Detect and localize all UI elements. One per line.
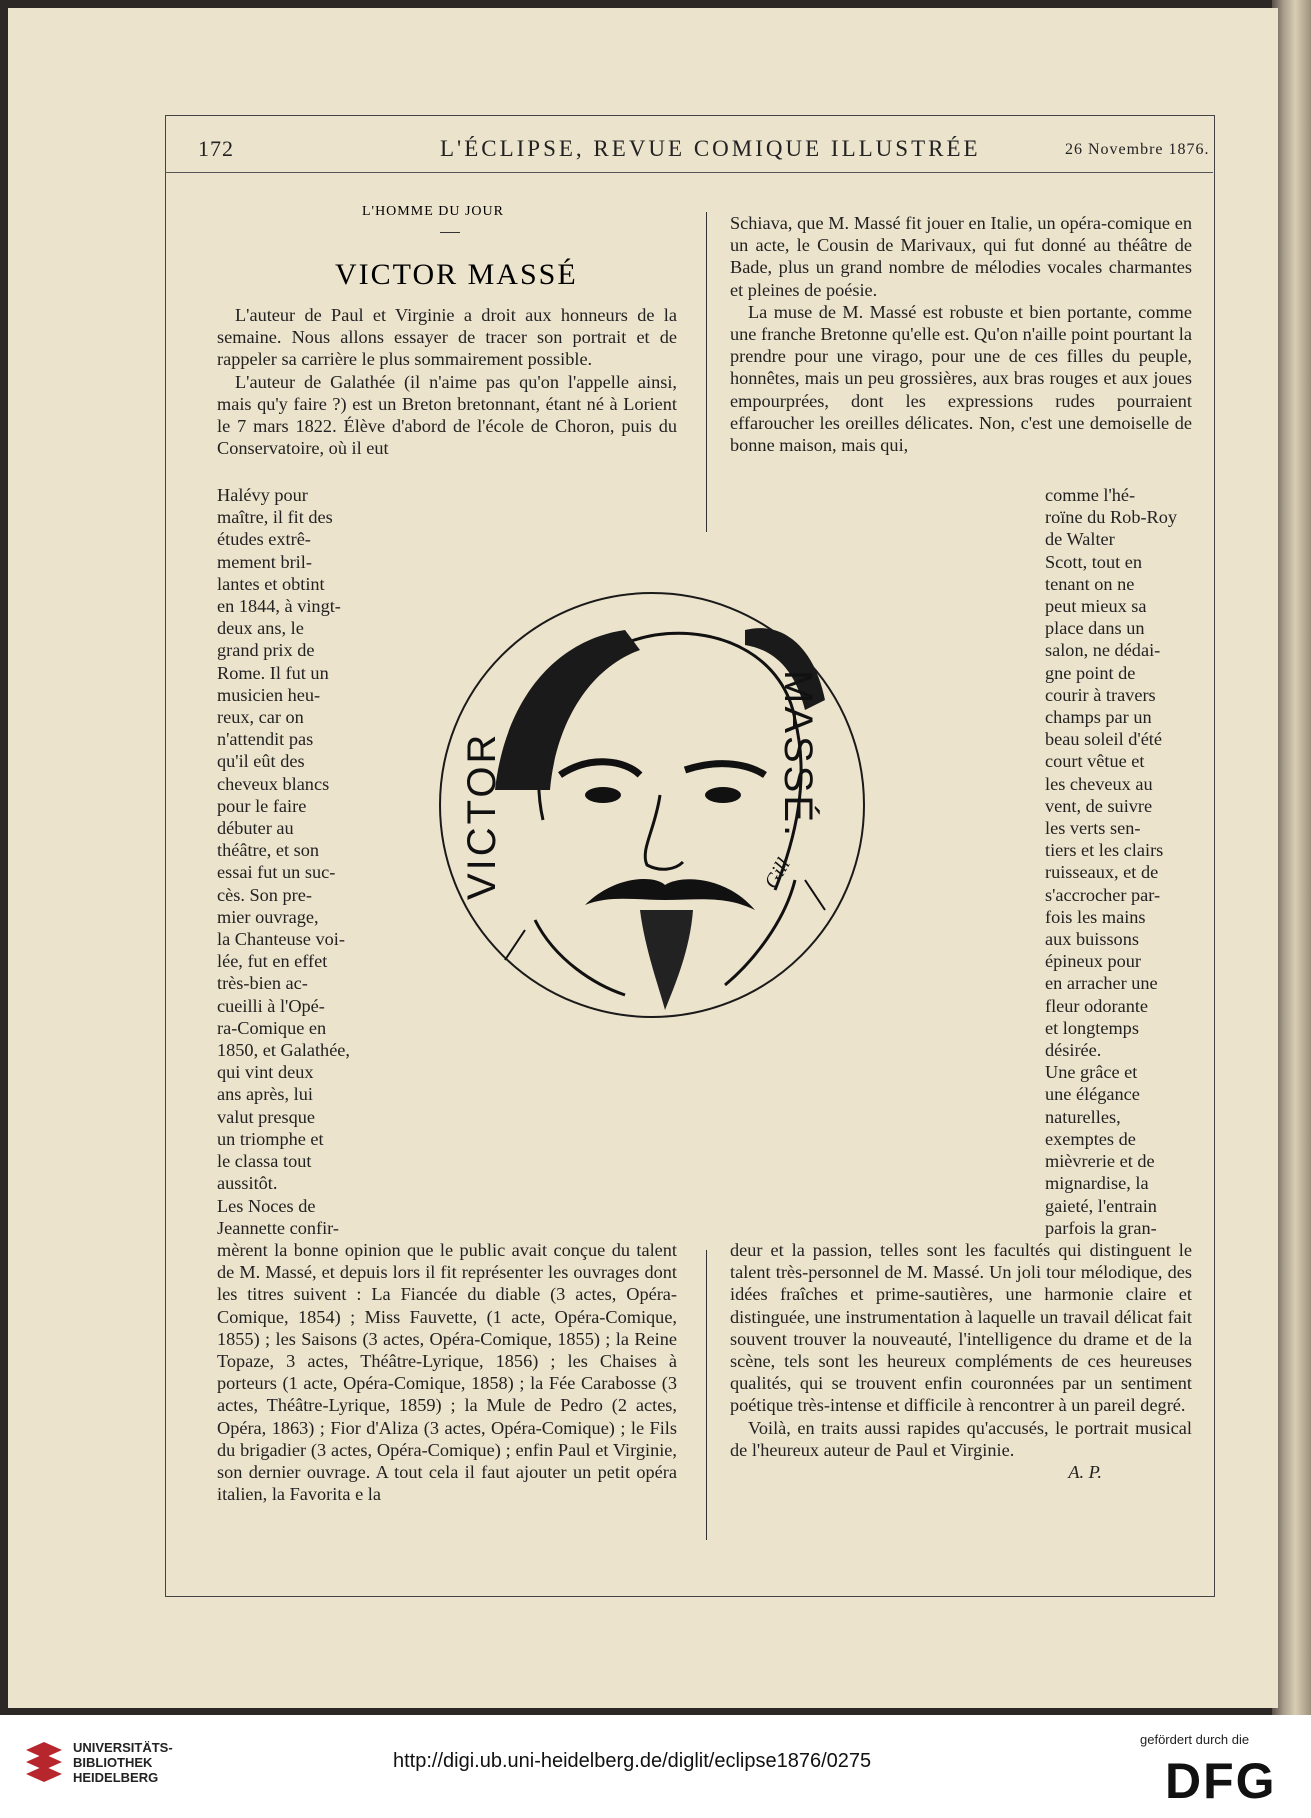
- label-victor: VICTOR: [460, 731, 504, 900]
- text-line: en arracher une: [1045, 973, 1158, 994]
- text-line: mement bril-: [217, 551, 312, 572]
- text-line: reux, car on: [217, 707, 304, 728]
- article-title: VICTOR MASSÉ: [335, 258, 578, 291]
- text-line: peut mieux sa: [1045, 596, 1147, 617]
- library-name: UNIVERSITÄTS-BIBLIOTHEK HEIDELBERG: [73, 1740, 173, 1785]
- paragraph: L'auteur de Paul et Virginie a droit aux honneurs de la semaine. Nous allons essayer de tracer son portrait et de rappeler sa carrière le plus sommairement possible.: [217, 305, 677, 370]
- text-line: place dans un: [1045, 618, 1145, 639]
- text-line: parfois la gran-: [1045, 1217, 1157, 1238]
- text-line: gne point de: [1045, 662, 1136, 683]
- text-line: en 1844, à vingt-: [217, 596, 341, 617]
- text-line: un triomphe et: [217, 1128, 324, 1149]
- text-line: mièvrerie et de: [1045, 1151, 1155, 1172]
- text-line: 1850, et Galathée,: [217, 1040, 350, 1061]
- library-logo-icon: [22, 1740, 66, 1790]
- text-line: qu'il eût des: [217, 751, 305, 772]
- moustache: [585, 879, 755, 910]
- article-signature: A. P.: [1068, 1462, 1102, 1483]
- eyebrow-left: [560, 762, 640, 775]
- text-line: débuter au: [217, 818, 294, 839]
- journal-title: L'ÉCLIPSE, REVUE COMIQUE ILLUSTRÉE: [440, 136, 981, 161]
- text-line: ra-Comique en: [217, 1017, 327, 1038]
- text-line: mignardise, la: [1045, 1173, 1149, 1194]
- text-line: tiers et les clairs: [1045, 840, 1164, 861]
- text-line: mier ouvrage,: [217, 906, 319, 927]
- eye-right: [705, 787, 741, 803]
- eye-left: [585, 787, 621, 803]
- text-line: et longtemps: [1045, 1017, 1139, 1038]
- text-line: Halévy pour: [217, 485, 308, 505]
- text-line: les verts sen-: [1045, 818, 1141, 839]
- portrait-illustration: [425, 590, 880, 1040]
- text-line: cheveux blancs: [217, 773, 330, 794]
- text-line: ruisseaux, et de: [1045, 862, 1159, 883]
- text-line: s'accrocher par-: [1045, 884, 1161, 905]
- text-line: maître, il fit des: [217, 507, 333, 528]
- text-line: essai fut un suc-: [217, 862, 336, 883]
- funding-text: gefördert durch die: [1140, 1732, 1250, 1747]
- text-line: deux ans, le: [217, 618, 304, 639]
- text-line: cès. Son pre-: [217, 884, 312, 905]
- dfg-logo: DFG: [1165, 1753, 1277, 1809]
- left-column-top: [217, 304, 677, 459]
- text-line: pour le faire: [217, 795, 307, 816]
- text-line: court vêtue et: [1045, 751, 1145, 772]
- text-line: Rome. Il fut un: [217, 662, 329, 683]
- eyebrow-right: [685, 764, 765, 775]
- paragraph: La muse de M. Massé est robuste et bien portante, comme une franche Bretonne qu'elle est. Qu'on n'aille point pourtant la prendre pour une virago, pour une de ces filles du peuple, honnêtes, mais un peu grossières, aux bras rouges et aux joues empourprées, dont les expressions rudes pourraient effaroucher les oreilles délicates. Non, c'est une demoiselle de bonne maison, mais qui,: [730, 301, 1192, 456]
- artist-signature: Gill: [760, 854, 795, 893]
- text-line: aux buissons: [1045, 929, 1139, 950]
- text-line: tenant on ne: [1045, 573, 1135, 594]
- right-narrow-column: [1045, 484, 1193, 1239]
- column-rule-bottom: [706, 1250, 707, 1540]
- text-line: une élégance: [1045, 1084, 1140, 1105]
- paragraph: deur et la passion, telles sont les facultés qui distinguent le talent très-personnel de M. Massé. Un joli tour mélodique, des idées fraîches et prime-sautières, une harmonie claire et distinguée, une instrumentation à laquelle un travail délicat fait souvent trouver la nouveauté, l'intelligence du drame et de la scène, tels sont les heureux compléments de ces heureuses qualités, qui se trouvent enfin couronnées par un sentiment poétique très-intense et difficile à rencontrer à un pareil degré.: [730, 1240, 1192, 1416]
- left-column-bottom: [217, 1239, 677, 1505]
- text-line: roïne du Rob-Roy: [1045, 507, 1178, 528]
- text-line: qui vint deux: [217, 1062, 314, 1083]
- text-line: champs par un: [1045, 707, 1152, 728]
- article-kicker: L'HOMME DU JOUR: [362, 204, 504, 219]
- goatee: [640, 910, 693, 1010]
- column-rule-top: [706, 212, 707, 532]
- text-line: beau soleil d'été: [1045, 729, 1162, 750]
- text-line: Les Noces de: [217, 1195, 316, 1216]
- text-line: théâtre, et son: [217, 840, 320, 861]
- text-line: Une grâce et: [1045, 1062, 1138, 1083]
- label-masse: MASSÉ.: [776, 670, 820, 840]
- text-line: Jeannette confir-: [217, 1217, 339, 1238]
- text-line: ans après, lui: [217, 1084, 313, 1105]
- text-line: le classa tout: [217, 1151, 312, 1172]
- text-line: très-bien ac-: [217, 973, 308, 994]
- text-line: gaieté, l'entrain: [1045, 1195, 1157, 1216]
- text-line: fleur odorante: [1045, 995, 1149, 1016]
- header-rule: [165, 172, 1213, 173]
- text-line: naturelles,: [1045, 1106, 1121, 1127]
- text-line: les cheveux au: [1045, 773, 1153, 794]
- text-line: fois les mains: [1045, 906, 1146, 927]
- right-column-bottom: [730, 1239, 1192, 1483]
- text-line: valut presque: [217, 1106, 315, 1127]
- text-line: Scott, tout en: [1045, 551, 1142, 572]
- text-line: études extrê-: [217, 529, 311, 550]
- text-line: n'attendit pas: [217, 729, 314, 750]
- text-line: désirée.: [1045, 1040, 1102, 1061]
- text-line: comme l'hé-: [1045, 485, 1136, 505]
- issue-date: 26 Novembre 1876.: [1065, 141, 1210, 158]
- left-narrow-column: [217, 484, 357, 1239]
- text-line: courir à travers: [1045, 684, 1156, 705]
- text-line: de Walter: [1045, 529, 1115, 550]
- page-number: 172: [198, 136, 234, 161]
- paragraph: mèrent la bonne opinion que le public avait conçue du talent de M. Massé, et depuis lors il fit représenter les ouvrages dont les titres suivent : La Fiancée du diable (3 actes, Opéra-Comique, 1854) ; Miss Fauvette, (1 acte, Opéra-Comique, 1855) ; les Saisons (3 actes, Opéra-Comique, 1855) ; la Reine Topaze, 3 actes, Théâtre-Lyrique, 1856) ; les Chaises à porteurs (1 acte, Opéra-Comique, 1858) ; la Fée Carabosse (3 actes, Théâtre-Lyrique, 1859) ; la Mule de Pedro (2 actes, Opéra, 1863) ; Fior d'Aliza (3 actes, Opéra-Comique) ; le Fils du brigadier (3 actes, Opéra-Comique) ; enfin Paul et Virginie, son dernier ouvrage. A tout cela il faut ajouter un petit opéra italien, la Favorita e la: [217, 1240, 677, 1505]
- text-line: lée, fut en effet: [217, 951, 328, 972]
- text-line: épineux pour: [1045, 951, 1141, 972]
- text-line: cueilli à l'Opé-: [217, 995, 325, 1016]
- right-column-top: [730, 212, 1192, 456]
- text-line: exemptes de: [1045, 1128, 1136, 1149]
- text-line: vent, de suivre: [1045, 795, 1153, 816]
- text-line: aussitôt.: [217, 1173, 278, 1194]
- text-line: lantes et obtint: [217, 573, 325, 594]
- text-line: musicien heu-: [217, 684, 321, 705]
- nose: [645, 795, 683, 869]
- source-url[interactable]: http://digi.ub.uni-heidelberg.de/diglit/eclipse1876/0275: [393, 1750, 872, 1772]
- text-line: grand prix de: [217, 640, 315, 661]
- paragraph: Voilà, en traits aussi rapides qu'accusés, le portrait musical de l'heureux auteur de Paul et Virginie.: [730, 1417, 1192, 1460]
- paragraph: Schiava, que M. Massé fit jouer en Italie, un opéra-comique en un acte, le Cousin de Marivaux, qui fut donné au théâtre de Bade, plus un grand nombre de mélodies vocales charmantes et pleines de poésie.: [730, 213, 1192, 300]
- kicker-dash: [440, 232, 460, 233]
- paragraph: L'auteur de Galathée (il n'aime pas qu'on l'appelle ainsi, mais qu'y faire ?) est un Breton bretonnant, étant né à Lorient le 7 mars 1822. Élève d'abord de l'école de Choron, puis du Conservatoire, où il eut: [217, 371, 677, 459]
- text-line: la Chanteuse voi-: [217, 929, 345, 950]
- text-line: salon, ne dédai-: [1045, 640, 1161, 661]
